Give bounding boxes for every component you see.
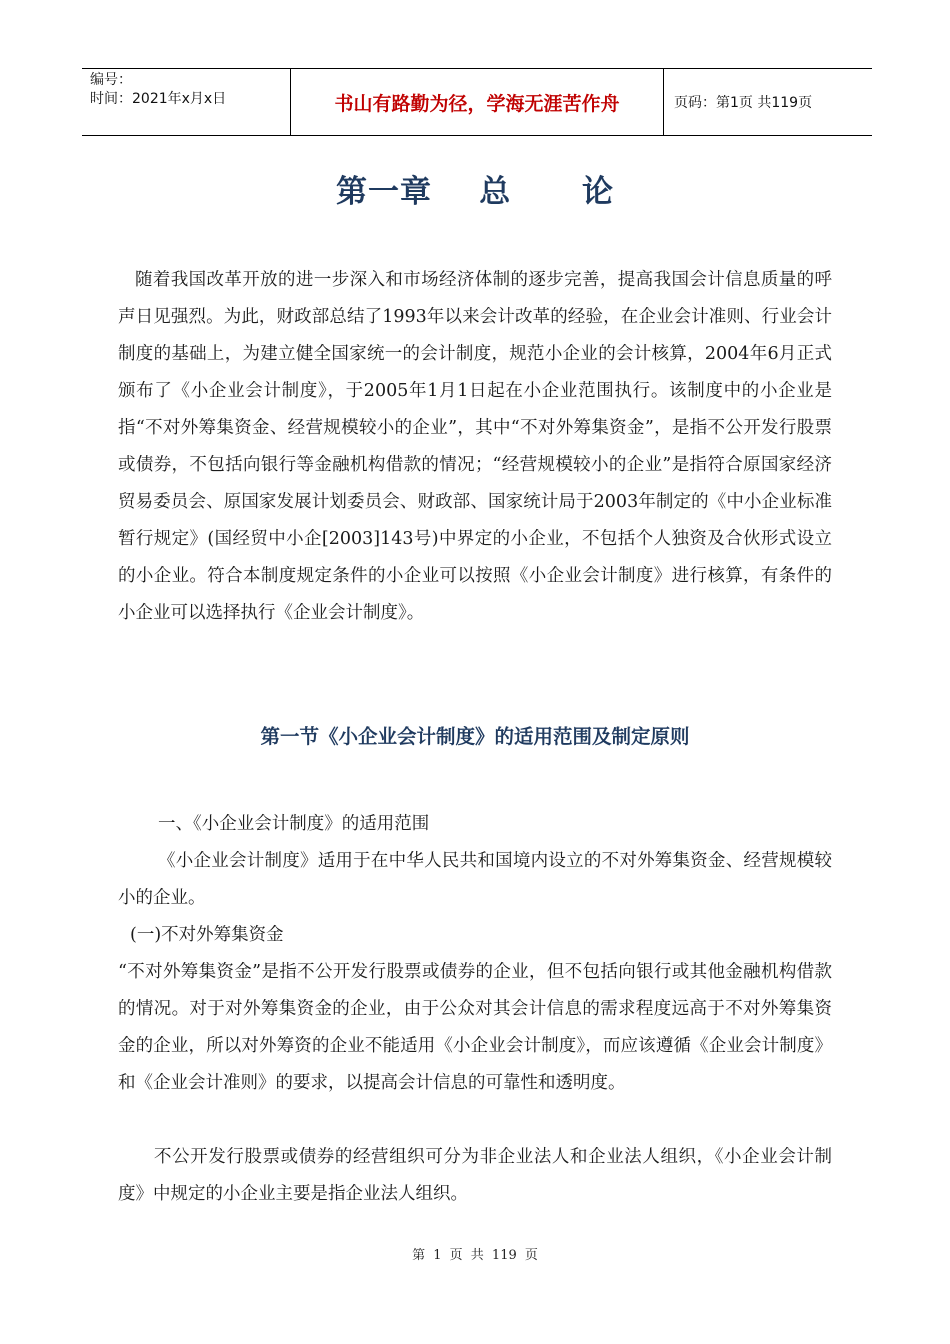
header-motto: 书山有路勤为径，学海无涯苦作舟 xyxy=(291,69,664,136)
page-footer: 第 1 页 共 119 页 xyxy=(412,1248,538,1263)
time-label: 时间：2021年x月x日 xyxy=(90,91,227,107)
scope-paragraph: 《小企业会计制度》适用于在中华人民共和国境内设立的不对外筹集资金、经营规模较小的企业。 xyxy=(118,851,832,908)
number-label: 编号： xyxy=(90,72,132,88)
definition-paragraph: “不对外筹集资金”是指不公开发行股票或债券的企业，但不包括向银行或其他金融机构借款的情况。对于对外筹集资金的企业，由于公众对其会计信息的需求程度远高于不对外筹集资金的企业，所以对外筹资的企业不能适用《小企业会计制度》，而应该遵循《企业会计制度》和《企业会计准则》的要求，以提高会计信息的可靠性和透明度。 xyxy=(118,962,832,1093)
header-page-info: 页码：第1页 共119页 xyxy=(664,69,873,136)
intro-paragraph: 随着我国改革开放的进一步深入和市场经济体制的逐步完善，提高我国会计信息质量的呼声日见强烈。为此，财政部总结了1993年以来会计改革的经验，在企业会计准则、行业会计制度的基础上，为建立健全国家统一的会计制度，规范小企业的会计核算，2004年6月正式颁布了《小企业会计制度》，于2005年1月1日起在小企业范围执行。该制度中的小企业是指“不对外筹集资金、经营规模较小的企业”，其中“不对外筹集资金”，是指不公开发行股票或债券，不包括向银行等金融机构借款的情况；“经营规模较小的企业”是指符合原国家经济贸易委员会、原国家发展计划委员会、财政部、国家统计局于2003年制定的《中小企业标准暂行规定》(国经贸中小企[2003]143号)中界定的小企业，不包括个人独资及合伙形式设立的小企业。符合本制度规定条件的小企业可以按照《小企业会计制度》进行核算，有条件的小企业可以选择执行《企业会计制度》。 xyxy=(118,270,832,623)
subheading-scope: 一、《小企业会计制度》的适用范围 xyxy=(158,814,430,834)
header-meta xyxy=(82,69,291,136)
subheading-no-external-funding: (一)不对外筹集资金 xyxy=(130,925,284,945)
document-header xyxy=(82,68,872,136)
chapter-title: 第一章 总 论 xyxy=(336,174,614,210)
section-title: 第一节《小企业会计制度》的适用范围及制定原则 xyxy=(260,725,690,748)
legal-entity-paragraph: 不公开发行股票或债券的经营组织可分为非企业法人和企业法人组织，《小企业会计制度》中规定的小企业主要是指企业法人组织。 xyxy=(118,1147,832,1204)
